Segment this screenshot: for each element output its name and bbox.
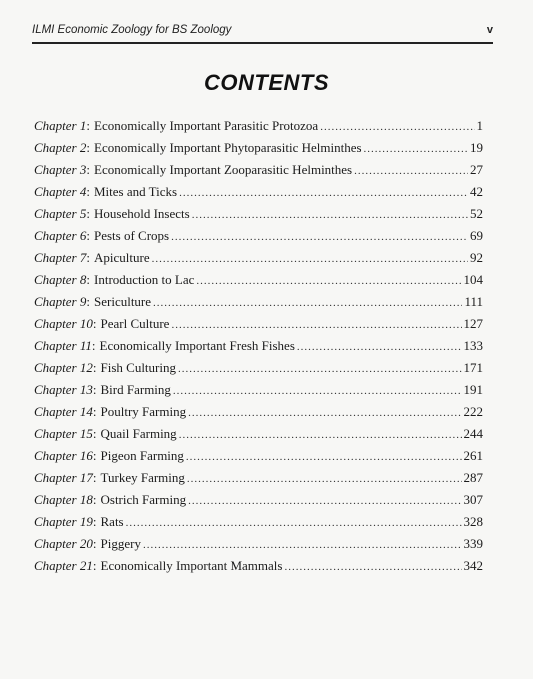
chapter-prefix: Chapter	[34, 492, 77, 507]
chapter-title: Turkey Farming	[100, 470, 185, 485]
chapter-page-number: 127	[463, 316, 483, 331]
dot-leader	[126, 517, 462, 529]
running-title: ILMI Economic Zoology for BS Zoology	[32, 24, 232, 36]
page-title: CONTENTS	[204, 70, 329, 95]
chapter-title: Bird Farming	[100, 382, 171, 397]
table-of-contents	[34, 118, 483, 580]
chapter-page-number: 222	[463, 404, 483, 419]
chapter-colon: :	[92, 382, 97, 397]
chapter-page-number: 27	[470, 162, 483, 177]
chapter-number: 5	[79, 206, 87, 221]
chapter-page-number: 191	[463, 382, 483, 397]
chapter-number: 13	[79, 382, 93, 397]
dot-leader	[192, 209, 468, 221]
dot-leader	[178, 363, 462, 375]
chapter-page-number: 104	[463, 272, 483, 287]
chapter-prefix: Chapter	[34, 426, 77, 441]
chapter-title: Pearl Culture	[100, 316, 170, 331]
chapter-page-number: 1	[476, 118, 483, 133]
chapter-title: Quail Farming	[100, 426, 177, 441]
toc-entry	[34, 514, 483, 536]
chapter-title: Piggery	[100, 536, 141, 551]
chapter-title: Pests of Crops	[94, 228, 170, 243]
chapter-number: 21	[79, 558, 93, 573]
chapter-page-number: 52	[470, 206, 483, 221]
chapter-number: 17	[79, 470, 93, 485]
toc-entry	[34, 426, 483, 448]
chapter-prefix: Chapter	[34, 404, 77, 419]
chapter-number: 19	[79, 514, 93, 529]
chapter-title: Rats	[100, 514, 124, 529]
chapter-prefix: Chapter	[34, 162, 77, 177]
chapter-page-number: 42	[470, 184, 483, 199]
chapter-colon: :	[86, 294, 90, 309]
toc-entry	[34, 140, 483, 162]
chapter-title: Pigeon Farming	[100, 448, 184, 463]
chapter-title: Economically Important Parasitic Protozoa	[94, 118, 319, 133]
chapter-title: Apiculture	[94, 250, 150, 265]
chapter-title: Economically Important Zooparasitic Helminthes	[94, 162, 353, 177]
dot-leader	[187, 473, 462, 485]
chapter-number: 16	[79, 448, 93, 463]
dot-leader	[188, 407, 461, 419]
chapter-title: Sericulture	[94, 294, 152, 309]
dot-leader	[188, 495, 461, 507]
chapter-number: 1	[79, 118, 87, 133]
chapter-number: 20	[79, 536, 93, 551]
chapter-page-number: 342	[463, 558, 483, 573]
toc-entry	[34, 338, 483, 360]
chapter-page-number: 244	[463, 426, 483, 441]
chapter-number: 4	[79, 184, 87, 199]
chapter-number: 18	[79, 492, 93, 507]
chapter-colon: :	[86, 184, 90, 199]
dot-leader	[354, 165, 468, 177]
chapter-prefix: Chapter	[34, 558, 77, 573]
chapter-page-number: 287	[463, 470, 483, 485]
dot-leader	[364, 143, 468, 155]
toc-entry	[34, 272, 483, 294]
toc-entry	[34, 316, 483, 338]
dot-leader	[179, 429, 462, 441]
dot-leader	[297, 341, 462, 353]
chapter-page-number: 339	[463, 536, 483, 551]
chapter-prefix: Chapter	[34, 338, 77, 353]
toc-entry	[34, 206, 483, 228]
toc-entry	[34, 448, 483, 470]
dot-leader	[320, 121, 474, 133]
toc-entry	[34, 382, 483, 404]
chapter-colon: :	[86, 206, 90, 221]
dot-leader	[153, 297, 462, 309]
chapter-colon: :	[92, 448, 97, 463]
chapter-title: Mites and Ticks	[94, 184, 178, 199]
chapter-colon: :	[92, 404, 97, 419]
chapter-prefix: Chapter	[34, 360, 77, 375]
chapter-number: 12	[79, 360, 93, 375]
toc-entry	[34, 558, 483, 580]
chapter-prefix: Chapter	[34, 382, 77, 397]
chapter-colon: :	[86, 162, 90, 177]
chapter-prefix: Chapter	[34, 118, 77, 133]
dot-leader	[171, 231, 468, 243]
chapter-number: 15	[79, 426, 93, 441]
chapter-colon: :	[92, 470, 97, 485]
dot-leader	[143, 539, 462, 551]
chapter-number: 7	[79, 250, 87, 265]
chapter-colon: :	[86, 250, 90, 265]
chapter-number: 9	[79, 294, 87, 309]
toc-entry	[34, 404, 483, 426]
dot-leader	[179, 187, 468, 199]
chapter-title: Introduction to Lac	[94, 272, 195, 287]
chapter-page-number: 69	[470, 228, 483, 243]
chapter-title: Household Insects	[94, 206, 190, 221]
toc-entry	[34, 536, 483, 558]
toc-entry	[34, 162, 483, 184]
chapter-colon: :	[91, 338, 96, 353]
page-number-label: v	[486, 24, 493, 36]
chapter-number: 11	[79, 338, 92, 353]
chapter-title: Economically Important Phytoparasitic Helminthes	[94, 140, 362, 155]
dot-leader	[186, 451, 462, 463]
dot-leader	[173, 385, 462, 397]
chapter-colon: :	[86, 140, 90, 155]
chapter-prefix: Chapter	[34, 294, 77, 309]
chapter-page-number: 92	[470, 250, 483, 265]
toc-entry	[34, 250, 483, 272]
chapter-prefix: Chapter	[34, 228, 77, 243]
dot-leader	[284, 561, 461, 573]
chapter-number: 3	[79, 162, 87, 177]
chapter-prefix: Chapter	[34, 514, 77, 529]
toc-entry	[34, 228, 483, 250]
chapter-number: 8	[79, 272, 87, 287]
chapter-colon: :	[86, 118, 90, 133]
toc-entry	[34, 470, 483, 492]
toc-entry	[34, 294, 483, 316]
chapter-page-number: 171	[463, 360, 483, 375]
chapter-prefix: Chapter	[34, 470, 77, 485]
chapter-prefix: Chapter	[34, 140, 77, 155]
chapter-page-number: 328	[463, 514, 483, 529]
chapter-title: Fish Culturing	[100, 360, 176, 375]
chapter-prefix: Chapter	[34, 448, 77, 463]
chapter-colon: :	[92, 492, 97, 507]
chapter-title: Economically Important Mammals	[100, 558, 283, 573]
chapter-number: 6	[79, 228, 87, 243]
toc-entry	[34, 118, 483, 140]
chapter-number: 14	[79, 404, 93, 419]
chapter-title: Economically Important Fresh Fishes	[99, 338, 295, 353]
dot-leader	[152, 253, 468, 265]
chapter-page-number: 261	[463, 448, 483, 463]
chapter-prefix: Chapter	[34, 250, 77, 265]
chapter-colon: :	[92, 360, 97, 375]
chapter-colon: :	[92, 558, 97, 573]
chapter-page-number: 133	[463, 338, 483, 353]
chapter-colon: :	[92, 514, 97, 529]
chapter-page-number: 307	[463, 492, 483, 507]
chapter-prefix: Chapter	[34, 316, 77, 331]
chapter-colon: :	[92, 316, 97, 331]
toc-entry	[34, 360, 483, 382]
chapter-prefix: Chapter	[34, 536, 77, 551]
dot-leader	[171, 319, 461, 331]
chapter-page-number: 111	[464, 294, 483, 309]
dot-leader	[196, 275, 461, 287]
chapter-number: 10	[79, 316, 93, 331]
toc-entry	[34, 492, 483, 514]
running-header	[32, 22, 493, 44]
chapter-title: Ostrich Farming	[100, 492, 187, 507]
chapter-colon: :	[92, 426, 97, 441]
chapter-prefix: Chapter	[34, 184, 77, 199]
chapter-prefix: Chapter	[34, 272, 77, 287]
chapter-prefix: Chapter	[34, 206, 77, 221]
chapter-colon: :	[92, 536, 97, 551]
chapter-number: 2	[79, 140, 87, 155]
chapter-colon: :	[86, 272, 90, 287]
chapter-colon: :	[86, 228, 90, 243]
chapter-title: Poultry Farming	[100, 404, 187, 419]
chapter-page-number: 19	[470, 140, 483, 155]
toc-entry	[34, 184, 483, 206]
